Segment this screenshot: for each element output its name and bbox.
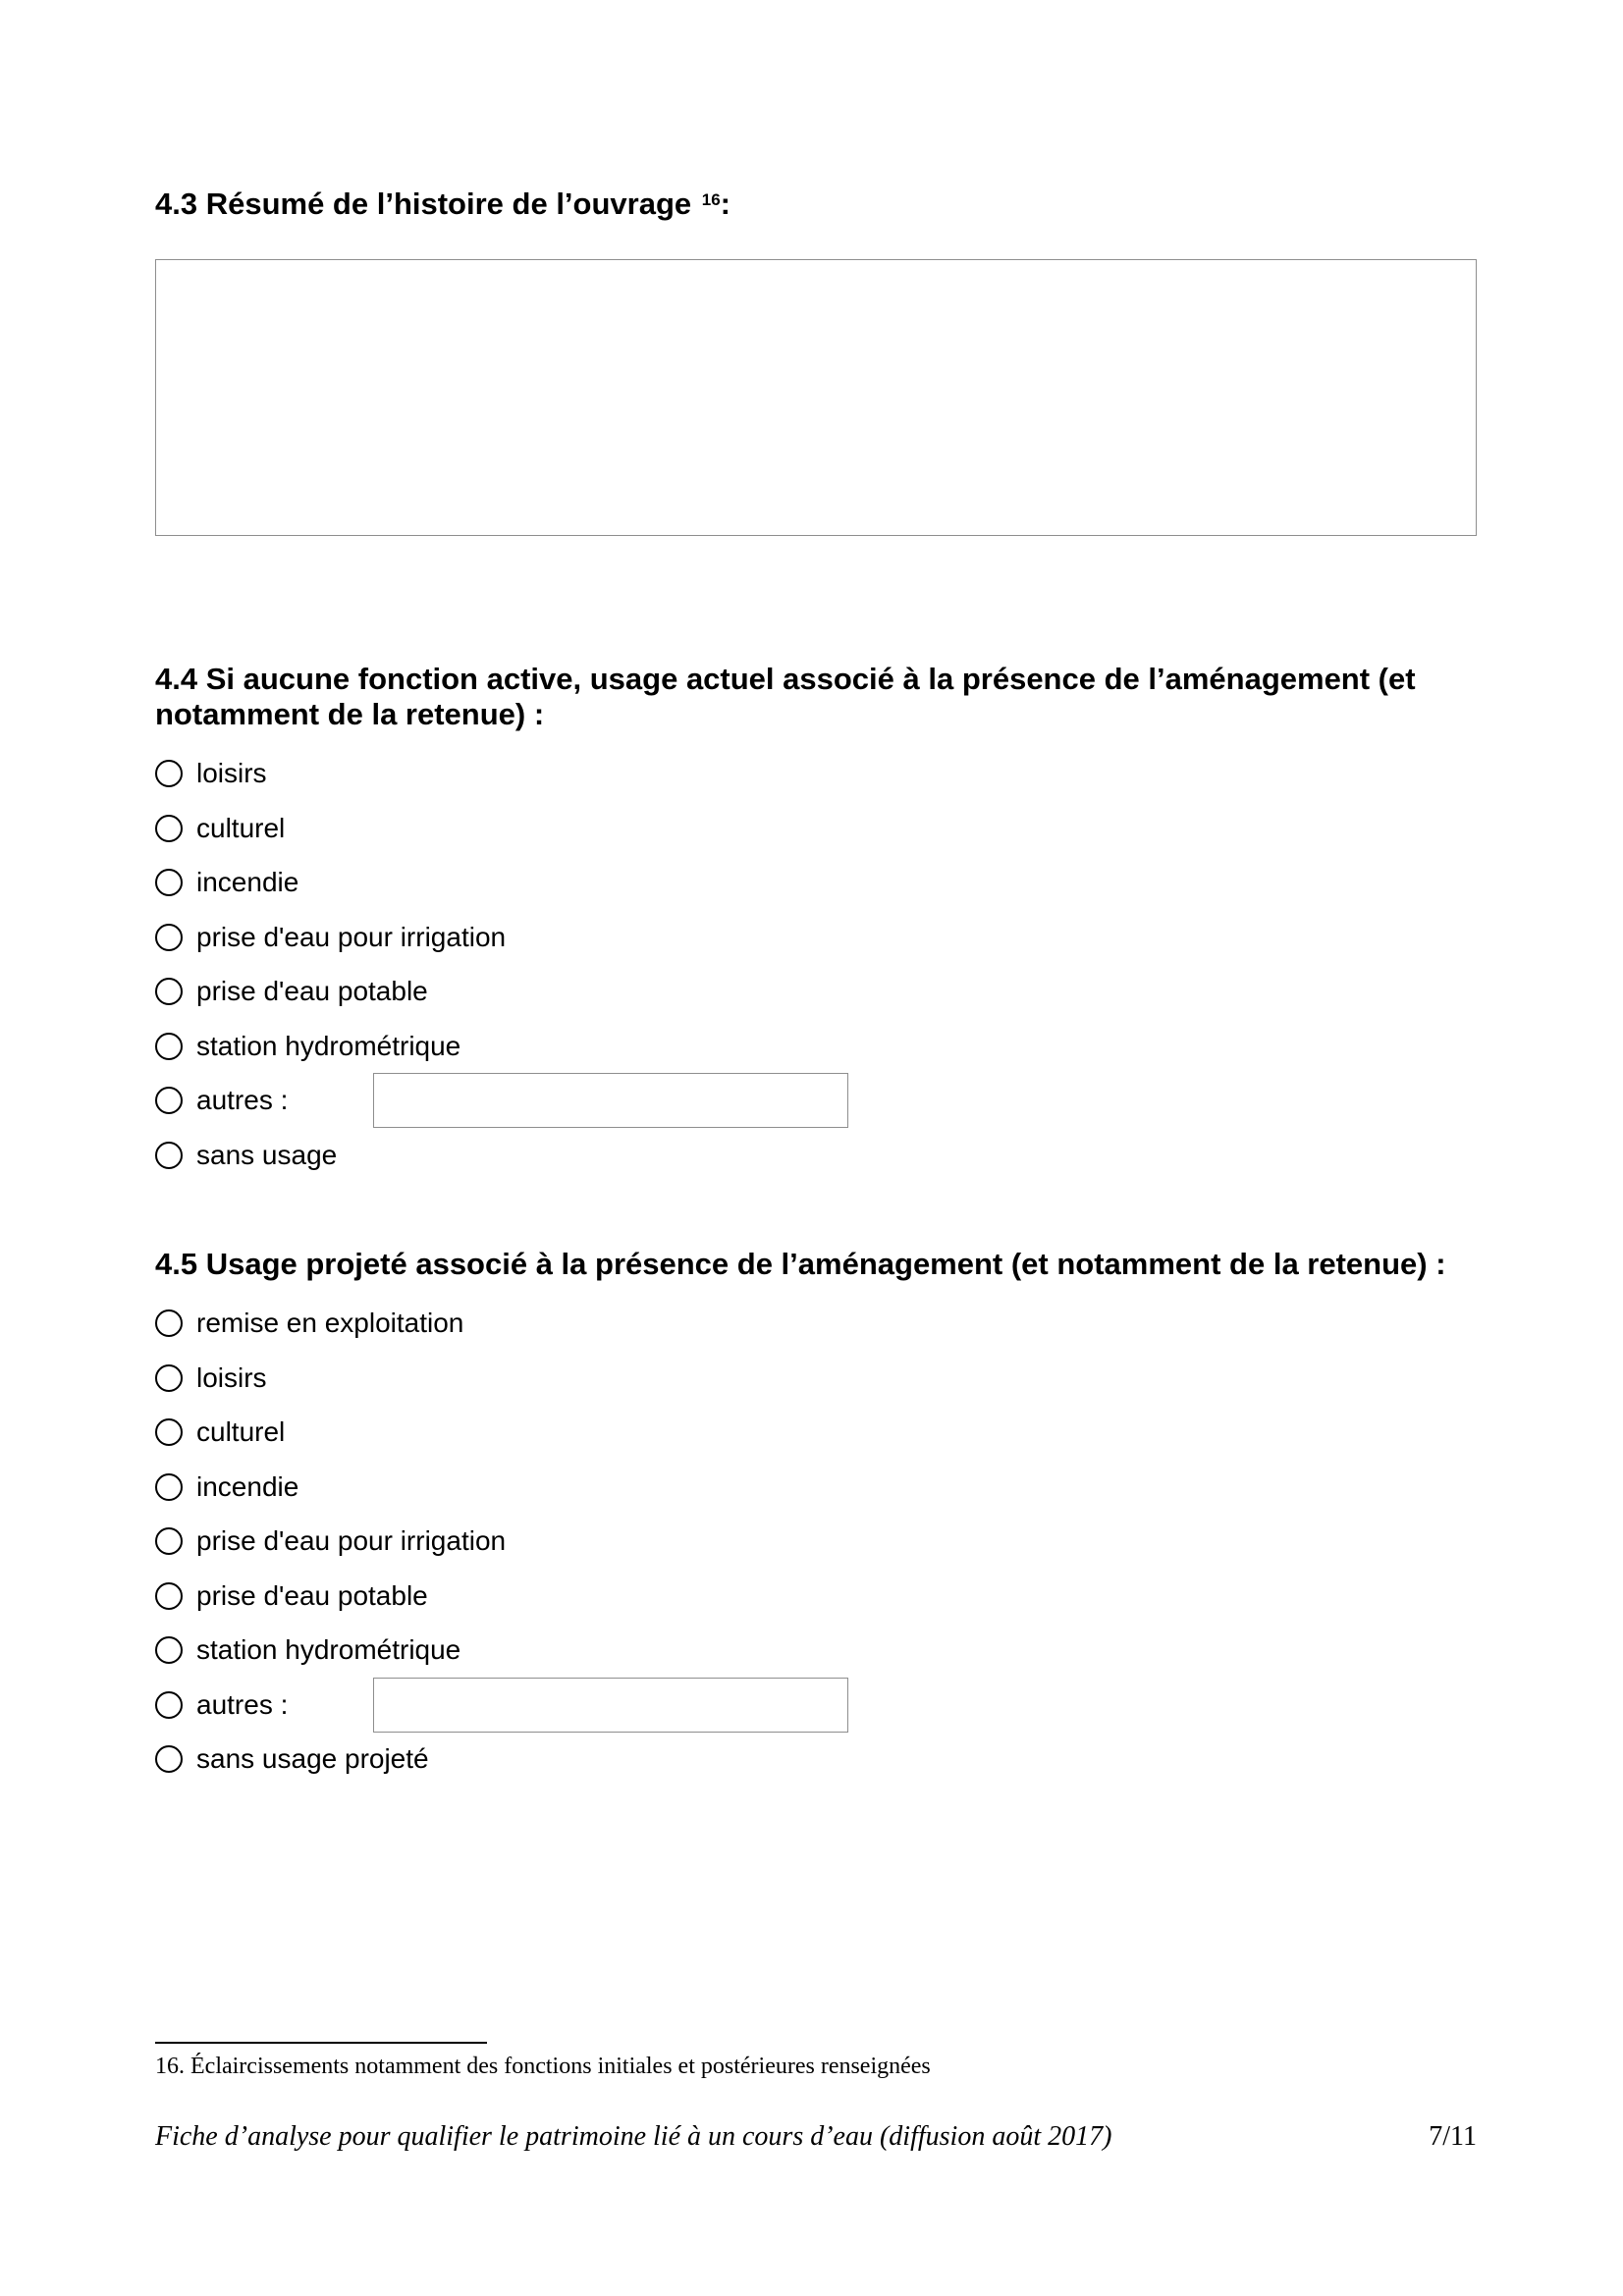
projected-usage-option-autres[interactable]: autres : bbox=[155, 1687, 288, 1723]
projected-usage-option-loisirs[interactable]: loisirs bbox=[155, 1361, 267, 1396]
radio-button-icon[interactable] bbox=[155, 1142, 183, 1169]
footer-text: Fiche d’analyse pour qualifier le patrimoine lié à un cours d’eau (diffusion août 2017) bbox=[155, 2121, 1112, 2152]
current-usage-option-culturel[interactable]: culturel bbox=[155, 811, 285, 846]
page-number: 7/11 bbox=[1429, 2121, 1477, 2152]
projected-usage-option-irrigation[interactable]: prise d'eau pour irrigation bbox=[155, 1523, 506, 1559]
projected-usage-option-culturel[interactable]: culturel bbox=[155, 1415, 285, 1450]
history-summary-textarea[interactable] bbox=[155, 259, 1477, 536]
current-usage-other-input[interactable] bbox=[373, 1073, 848, 1128]
radio-button-icon[interactable] bbox=[155, 1745, 183, 1773]
current-usage-option-irrigation[interactable]: prise d'eau pour irrigation bbox=[155, 920, 506, 955]
radio-button-icon[interactable] bbox=[155, 1087, 183, 1114]
radio-button-icon[interactable] bbox=[155, 924, 183, 951]
current-usage-option-potable[interactable]: prise d'eau potable bbox=[155, 974, 428, 1009]
radio-button-icon[interactable] bbox=[155, 1636, 183, 1664]
projected-usage-option-remise[interactable]: remise en exploitation bbox=[155, 1306, 463, 1341]
section-4-3-title: 4.3 Résumé de l’histoire de l’ouvrage $^{16}$: bbox=[155, 187, 730, 221]
projected-usage-option-hydrometrique[interactable]: station hydrométrique bbox=[155, 1632, 460, 1668]
projected-usage-other-input[interactable] bbox=[373, 1678, 848, 1733]
radio-button-icon[interactable] bbox=[155, 1691, 183, 1719]
radio-button-icon[interactable] bbox=[155, 815, 183, 842]
radio-button-icon[interactable] bbox=[155, 1364, 183, 1392]
radio-button-icon[interactable] bbox=[155, 760, 183, 787]
projected-usage-option-incendie[interactable]: incendie bbox=[155, 1469, 298, 1505]
radio-button-icon[interactable] bbox=[155, 1473, 183, 1501]
footnote-ref: 16 bbox=[701, 190, 721, 209]
current-usage-option-incendie[interactable]: incendie bbox=[155, 865, 298, 900]
current-usage-option-autres[interactable]: autres : bbox=[155, 1083, 288, 1118]
current-usage-option-loisirs[interactable]: loisirs bbox=[155, 756, 267, 791]
radio-button-icon[interactable] bbox=[155, 869, 183, 896]
current-usage-option-hydrometrique[interactable]: station hydrométrique bbox=[155, 1029, 460, 1064]
radio-button-icon[interactable] bbox=[155, 1527, 183, 1555]
radio-button-icon[interactable] bbox=[155, 1418, 183, 1446]
projected-usage-option-sans-usage[interactable]: sans usage projeté bbox=[155, 1741, 429, 1777]
radio-button-icon[interactable] bbox=[155, 1033, 183, 1060]
footnote-divider bbox=[155, 2042, 487, 2044]
current-usage-option-sans-usage[interactable]: sans usage bbox=[155, 1138, 337, 1173]
section-4-5-title: 4.5 Usage projeté associé à la présence de l’aménagement (et notamment de la retenue) : bbox=[155, 1247, 1446, 1281]
section-4-4-title: 4.4 Si aucune fonction active, usage actuel associé à la présence de l’aménagement (et notamment de la retenue) : bbox=[155, 662, 1416, 731]
footnote-text: 16. Éclaircissements notamment des fonctions initiales et postérieures renseignées bbox=[155, 2054, 931, 2079]
projected-usage-option-potable[interactable]: prise d'eau potable bbox=[155, 1578, 428, 1614]
radio-button-icon[interactable] bbox=[155, 1582, 183, 1610]
radio-button-icon[interactable] bbox=[155, 978, 183, 1005]
radio-button-icon[interactable] bbox=[155, 1309, 183, 1337]
